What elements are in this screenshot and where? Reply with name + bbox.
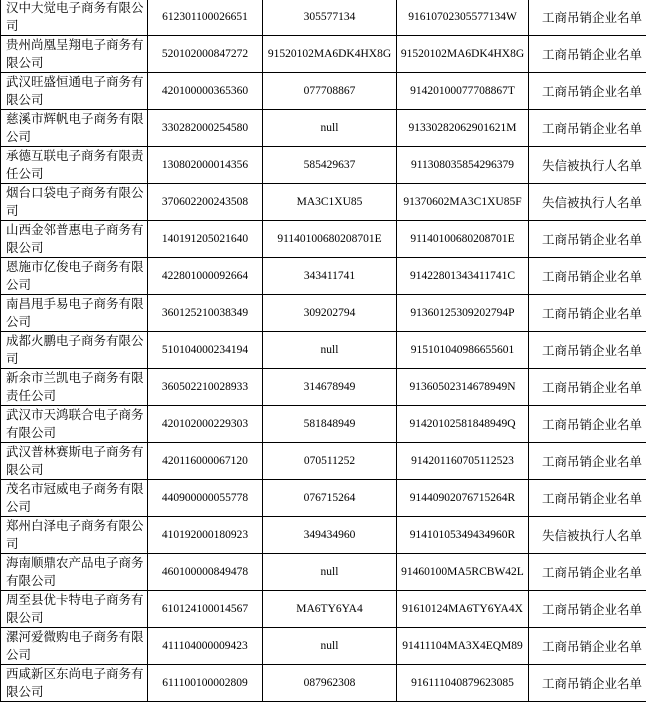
- company-name-cell: 成都火鹏电子商务有限公司: [1, 332, 148, 369]
- organization-code-cell: 91520102MA6DK4HX8G: [263, 36, 397, 73]
- registration-number-cell: 411104000009423: [148, 628, 263, 665]
- registration-number-cell: 360125210038349: [148, 295, 263, 332]
- table-row: [1, 184, 646, 221]
- list-type-cell: 工商吊销企业名单: [529, 258, 646, 295]
- registration-number-cell: 420100000365360: [148, 73, 263, 110]
- list-type-cell: 工商吊销企业名单: [529, 406, 646, 443]
- table-row: [1, 332, 646, 369]
- credit-code-cell: 91360502314678949N: [397, 369, 529, 406]
- organization-code-cell: 91140100680208701E: [263, 221, 397, 258]
- table-row: [1, 554, 646, 591]
- company-name-cell: 海南顺鼎农产品电子商务有限公司: [1, 554, 148, 591]
- company-name-cell: 慈溪市辉帆电子商务有限公司: [1, 110, 148, 147]
- registration-number-cell: 130802000014356: [148, 147, 263, 184]
- credit-code-cell: 91370602MA3C1XU85F: [397, 184, 529, 221]
- organization-code-cell: 349434960: [263, 517, 397, 554]
- table-row: [1, 110, 646, 147]
- credit-code-cell: 91611104087962308​5: [397, 665, 529, 702]
- credit-code-cell: 91420116070511252​3: [397, 443, 529, 480]
- credit-code-cell: 91610124MA6TY6YA4X: [397, 591, 529, 628]
- organization-code-cell: 309202794: [263, 295, 397, 332]
- organization-code-cell: 087962308: [263, 665, 397, 702]
- list-type-cell: 工商吊销企业名单: [529, 221, 646, 258]
- credit-code-cell: 91460100MA5RCBW42L: [397, 554, 529, 591]
- list-type-cell: 工商吊销企业名单: [529, 480, 646, 517]
- company-name-cell: 承德互联电子商务有限责任公司: [1, 147, 148, 184]
- credit-code-cell: 91360125309202794P: [397, 295, 529, 332]
- company-name-cell: 郑州白泽电子商务有限公司: [1, 517, 148, 554]
- company-name-cell: 茂名市冠威电子商务有限公司: [1, 480, 148, 517]
- table-row: [1, 36, 646, 73]
- organization-code-cell: 070511252: [263, 443, 397, 480]
- organization-code-cell: 305577134: [263, 0, 397, 36]
- list-type-cell: 工商吊销企业名单: [529, 554, 646, 591]
- registration-number-cell: 440900000055778: [148, 480, 263, 517]
- registration-number-cell: 140191205021640: [148, 221, 263, 258]
- organization-code-cell: MA6TY6YA4: [263, 591, 397, 628]
- credit-code-cell: 91520102MA6DK4HX8G: [397, 36, 529, 73]
- company-name-cell: 武汉市天鸿联合电子商务有限公司: [1, 406, 148, 443]
- organization-code-cell: 581848949: [263, 406, 397, 443]
- table-row: [1, 406, 646, 443]
- credit-code-cell: 91140100680208701E: [397, 221, 529, 258]
- list-type-cell: 工商吊销企业名单: [529, 295, 646, 332]
- list-type-cell: 工商吊销企业名单: [529, 110, 646, 147]
- organization-code-cell: MA3C1XU85: [263, 184, 397, 221]
- company-name-cell: 烟台口袋电子商务有限公司: [1, 184, 148, 221]
- table-row: [1, 258, 646, 295]
- company-name-cell: 武汉普林赛斯电子商务有限公司: [1, 443, 148, 480]
- list-type-cell: 工商吊销企业名单: [529, 73, 646, 110]
- table-body: [1, 0, 646, 702]
- table-row: [1, 443, 646, 480]
- company-name-cell: 南昌甩手易电子商务有限公司: [1, 295, 148, 332]
- table-row: [1, 591, 646, 628]
- credit-code-cell: 91420102581848949Q: [397, 406, 529, 443]
- registration-number-cell: 370602200243508: [148, 184, 263, 221]
- list-type-cell: 失信被执行人名单: [529, 184, 646, 221]
- table-row: [1, 665, 646, 702]
- credit-code-cell: 91410105349434960R: [397, 517, 529, 554]
- list-type-cell: 工商吊销企业名单: [529, 332, 646, 369]
- list-type-cell: 工商吊销企业名单: [529, 591, 646, 628]
- credit-code-cell: 91510104098665560​1: [397, 332, 529, 369]
- company-name-cell: 武汉旺盛恒通电子商务有限公司: [1, 73, 148, 110]
- list-type-cell: 工商吊销企业名单: [529, 665, 646, 702]
- table-row: [1, 0, 646, 36]
- table-row: [1, 517, 646, 554]
- organization-code-cell: 077708867: [263, 73, 397, 110]
- list-type-cell: 工商吊销企业名单: [529, 36, 646, 73]
- registration-number-cell: 510104000234194: [148, 332, 263, 369]
- registration-number-cell: 422801000092664: [148, 258, 263, 295]
- table-row: [1, 73, 646, 110]
- company-name-cell: 漯河爱微购电子商务有限公司: [1, 628, 148, 665]
- organization-code-cell: 343411741: [263, 258, 397, 295]
- organization-code-cell: null: [263, 628, 397, 665]
- table-row: [1, 480, 646, 517]
- organization-code-cell: null: [263, 332, 397, 369]
- organization-code-cell: 076715264: [263, 480, 397, 517]
- table-row: [1, 295, 646, 332]
- credit-code-cell: 91440902076715264R: [397, 480, 529, 517]
- list-type-cell: 工商吊销企业名单: [529, 369, 646, 406]
- organization-code-cell: null: [263, 554, 397, 591]
- registration-number-cell: 460100000849478: [148, 554, 263, 591]
- company-name-cell: 西咸新区东尚电子商务有限公司: [1, 665, 148, 702]
- credit-code-cell: 91610702305577134W: [397, 0, 529, 36]
- list-type-cell: 失信被执行人名单: [529, 517, 646, 554]
- registration-number-cell: 420102000229303: [148, 406, 263, 443]
- credit-code-cell: 91420100077708867T: [397, 73, 529, 110]
- credit-code-cell: 91422801343411741C: [397, 258, 529, 295]
- organization-code-cell: 585429637: [263, 147, 397, 184]
- registration-number-cell: 410192000180923: [148, 517, 263, 554]
- registration-number-cell: 611100100002809: [148, 665, 263, 702]
- company-name-cell: 山西金邻普惠电子商务有限公司: [1, 221, 148, 258]
- company-name-cell: 恩施市亿俊电子商务有限公司: [1, 258, 148, 295]
- table-row: [1, 221, 646, 258]
- list-type-cell: 工商吊销企业名单: [529, 443, 646, 480]
- company-name-cell: 贵州尚凰呈翔电子商务有限公司: [1, 36, 148, 73]
- company-name-cell: 汉中大觉电子商务有限公司: [1, 0, 148, 36]
- registration-number-cell: 610124100014567: [148, 591, 263, 628]
- registration-number-cell: 420116000067120: [148, 443, 263, 480]
- organization-code-cell: null: [263, 110, 397, 147]
- table-row: [1, 369, 646, 406]
- list-type-cell: 失信被执行人名单: [529, 147, 646, 184]
- credit-code-cell: 91330282062901621M: [397, 110, 529, 147]
- table-row: [1, 147, 646, 184]
- registration-number-cell: 612301100026651: [148, 0, 263, 36]
- company-name-cell: 新余市兰凯电子商务有限责任公司: [1, 369, 148, 406]
- organization-code-cell: 314678949: [263, 369, 397, 406]
- list-type-cell: 工商吊销企业名单: [529, 0, 646, 36]
- credit-code-cell: 91411104MA3X4EQM89: [397, 628, 529, 665]
- registration-number-cell: 520102000847272: [148, 36, 263, 73]
- registration-number-cell: 330282000254580: [148, 110, 263, 147]
- company-name-cell: 周至县优卡特电子商务有限公司: [1, 591, 148, 628]
- registration-number-cell: 360502210028933: [148, 369, 263, 406]
- credit-code-cell: 91130803585429637​9: [397, 147, 529, 184]
- table-row: [1, 628, 646, 665]
- list-type-cell: 工商吊销企业名单: [529, 628, 646, 665]
